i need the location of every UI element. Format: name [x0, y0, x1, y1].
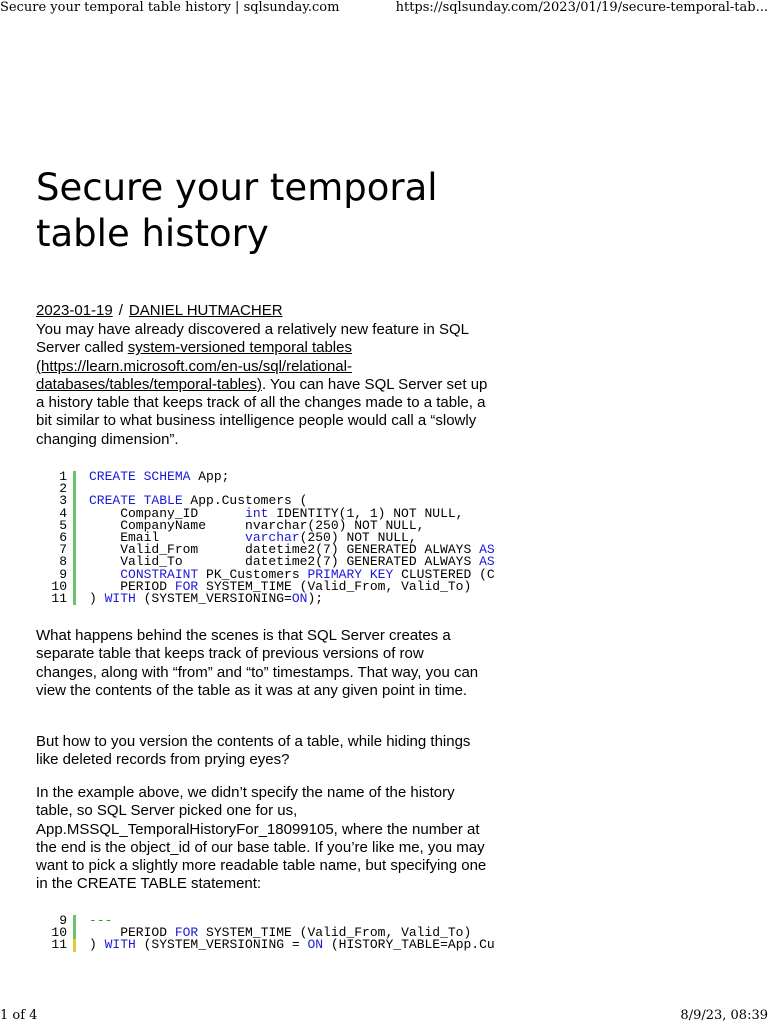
sql-keyword: CONSTRAINT — [120, 566, 199, 582]
gutter-bar — [73, 569, 76, 581]
sql-text: PERIOD — [89, 578, 175, 594]
paragraph-versioning-question: But how to you version the contents of a table, while hiding things like deleted records from prying eyes? — [36, 733, 471, 769]
sql-text: App; — [190, 469, 230, 484]
sql-comment: --- — [89, 913, 113, 928]
intro-text-after: . You can have SQL Server set up a history table that keeps track of all the changes made to a table, a bit similar to what business intelligence people would call a “slowly changing dimension”. — [36, 375, 488, 448]
sql-text: CLUSTERED (C — [393, 566, 495, 582]
gutter-bar — [73, 927, 76, 939]
page-count: 1 of 4 — [0, 1008, 38, 1023]
gutter-bar — [73, 915, 76, 927]
code-line — [36, 937, 495, 953]
intro-text-before: You may have already discovered a relatively new feature in SQL Server called — [36, 321, 469, 357]
sql-keyword: PRIMARY KEY — [307, 566, 394, 582]
meta-separator: / — [118, 302, 123, 319]
sql-text: App.Customers ( — [182, 493, 308, 509]
gutter-bar — [73, 593, 76, 605]
line-number: 7 — [59, 542, 67, 558]
sql-keyword: FOR — [174, 925, 199, 941]
temporal-tables-link[interactable]: system-versioned temporal tables (https://learn.microsoft.com/en-us/sql/relational-databases/tables/temporal-tables) — [36, 339, 352, 393]
sql-text: PERIOD — [89, 925, 175, 941]
sql-text: CompanyName nvarchar(250) NOT NULL, — [89, 517, 425, 533]
line-number: 11 — [51, 590, 67, 606]
sql-keyword: CREATE SCHEMA — [89, 469, 191, 484]
code-line — [36, 590, 489, 606]
code-line — [36, 471, 489, 483]
sql-keyword: ON — [307, 937, 324, 953]
line-number: 2 — [59, 481, 67, 497]
sql-text: (HISTORY_TABLE=App.Cu — [323, 937, 495, 953]
paragraph-history-table-name: In the example above, we didn’t specify the name of the history table, so SQL Server picked one for us, App.MSSQL_TemporalHistoryFor_18099105, where the number at the end is the object_id of our base table. If you’re like me, you may want to pick a slightly more readable table name, but specifying one in the CREATE TABLE statement: — [36, 784, 487, 893]
sql-keyword: WITH — [104, 937, 136, 953]
sql-keyword: int — [245, 505, 269, 521]
sql-keyword: AS — [479, 542, 495, 558]
line-number: 6 — [59, 529, 67, 545]
code-block-create-table — [36, 469, 495, 606]
post-date-link[interactable]: 2023-01-19 — [36, 302, 113, 319]
sql-keyword: CREATE TABLE — [89, 493, 183, 509]
sql-text: Valid_To datetime2(7) GENERATED ALWAYS — [89, 554, 480, 570]
line-number: 9 — [59, 913, 67, 928]
sql-text: PK_Customers — [198, 566, 308, 582]
line-number: 5 — [59, 517, 67, 533]
gutter-bar — [73, 508, 76, 520]
intro-paragraph — [36, 321, 488, 449]
code-text — [89, 939, 495, 951]
sql-text: SYSTEM_TIME (Valid_From, Valid_To) — [198, 925, 472, 941]
paragraph-behind-scenes: What happens behind the scenes is that SQL Server creates a separate table that keeps track of previous versions of row changes, along with “from” and “to” timestamps. That way, you can view the contents of the table as it was at any given point in time. — [36, 627, 479, 699]
author-link[interactable]: DANIEL HUTMACHER — [128, 302, 283, 319]
gutter-bar — [73, 520, 76, 532]
sql-text: Valid_From datetime2(7) GENERATED ALWAYS — [89, 542, 480, 558]
sql-keyword: varchar — [245, 529, 300, 545]
code-block-history-table — [36, 913, 495, 953]
sql-text: ) — [89, 937, 105, 953]
line-number: 11 — [51, 937, 67, 953]
page-title-header: Secure your temporal table history | sqlsunday.com — [0, 0, 340, 15]
sql-text: ) — [89, 590, 105, 606]
article-title: Secure your temporal table history — [36, 166, 438, 255]
sql-text: SYSTEM_TIME (Valid_From, Valid_To) — [198, 578, 472, 594]
sql-text: Company_ID — [89, 505, 246, 521]
gutter-bar — [73, 495, 76, 507]
print-timestamp: 8/9/23, 08:39 — [680, 1008, 768, 1023]
sql-text: ); — [307, 590, 324, 606]
page-url-header: https://sqlsunday.com/2023/01/19/secure-temporal-tab... — [395, 0, 768, 15]
gutter-bar — [73, 939, 76, 951]
gutter-bar — [73, 581, 76, 593]
line-number: 10 — [51, 578, 67, 594]
print-footer — [0, 1008, 768, 1026]
gutter-bar — [73, 483, 76, 495]
gutter-bar — [73, 544, 76, 556]
sql-keyword: FOR — [174, 578, 199, 594]
sql-keyword: WITH — [104, 590, 136, 606]
gutter-bar — [73, 532, 76, 544]
line-number: 10 — [51, 925, 67, 941]
line-number: 4 — [59, 505, 67, 521]
sql-keyword: ON — [291, 590, 308, 606]
line-number: 9 — [59, 566, 67, 582]
code-text — [89, 471, 229, 483]
sql-text: (SYSTEM_VERSIONING = — [135, 937, 308, 953]
gutter-bar — [73, 556, 76, 568]
print-header — [0, 0, 768, 18]
sql-keyword: AS — [479, 554, 495, 570]
line-number: 8 — [59, 554, 67, 570]
sql-text: (SYSTEM_VERSIONING= — [135, 590, 292, 606]
code-text — [89, 590, 324, 606]
line-number: 3 — [59, 493, 67, 509]
sql-text: Email — [89, 529, 246, 545]
sql-text: (250) NOT NULL, — [299, 529, 417, 545]
sql-text: IDENTITY(1, 1) NOT NULL, — [268, 505, 464, 521]
article-meta — [36, 302, 283, 320]
line-number: 1 — [59, 469, 67, 484]
gutter-bar — [73, 471, 76, 483]
